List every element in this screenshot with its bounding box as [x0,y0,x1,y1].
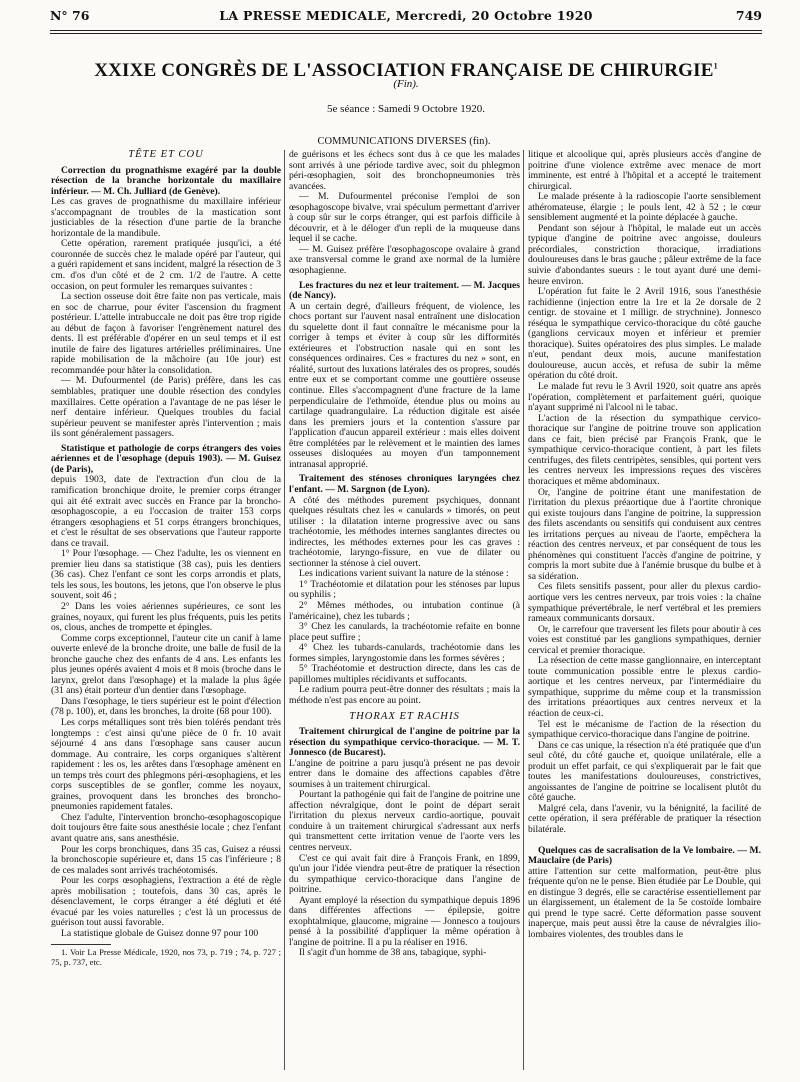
paragraph: A un certain degré, d'ailleurs fréquent, de violence, les chocs portant sur l'auvent nasal entraînent une dislocation du squelette dont il faut connaître le mécanisme pour la corriger à temps et éviter à coup sûr les difformités extérieures et l'obstruction nasale qui en sont les conséquences ordinaires. Ces « fractures du nez » sont, en réalité, surtout des luxations latérales des os propres, soudés entre eux et se comportant comme une gouttière osseuse continue. Elles s'accompagnent d'une fracture de la lame perpendiculaire de l'ethmoïde, étendue plus ou moins au cartilage quadrangulaire. La réduction digitale est aisée dans les premiers jours et la contention s'assure par l'application d'aucun appareil extérieur : mais elles doivent être complétées par le relèvement et le maintien des lames osseuses disloquées au moyen d'un tamponnement intranasal approprié. [289,300,520,470]
article-heading: Statistique et pathologie de corps étrangers des voies aériennes et de l'œsophage (depuis 1903). — M. Guisez (de Paris), [51,442,281,475]
paragraph: Or, le carrefour que traversent les filets pour aboutir à ces voies est constitué par les ganglions sympathiques, dernier cervical et premier thoracique. [528,623,761,656]
paragraph: 2° Mêmes méthodes, ou intubation continue (à l'américaine), chez les tubards ; [289,599,520,622]
paragraph: Pour les corps bronchiques, dans 35 cas, Guisez a réussi la bronchoscopie supérieure et, dans 15 cas l'inférieure ; 8 de ces malades sont arrivés trachéotomisés. [51,843,281,876]
title-footnote-mark: 1 [713,61,718,71]
paragraph: Tel est le mécanisme de l'action de la résection du sympathique cervico-thoracique dans l'angine de poitrine. [528,718,761,741]
paragraph: Ces filets sensitifs passent, pour aller du plexus cardio-aortique vers les centres nerveux, par trois voies : la chaîne sympathique prévertébrale, le nerf vertébral et les premiers rameaux communicants dorsaux. [528,581,761,625]
paragraph: 1° Trachéotomie et dilatation pour les sténoses par lupus ou syphilis ; [289,578,520,601]
footnote-rule [51,944,111,945]
paragraph: Les indications varient suivant la nature de la sténose : [299,568,509,580]
paragraph: Pour les corps œsophagiens, l'extraction a été de règle après mobilisation ; toutefois, dans 30 cas, après le désenclavement, le corps étranger a été dégluti et été évacué par les voies naturelles ; c'est là un processus de guérison tout aussi favorable. [51,875,281,929]
article-heading: Traitement des sténoses chroniques laryngées chez l'enfant. — M. Sargnon (de Lyon). [289,473,520,495]
page-number: 749 [735,8,762,23]
paragraph: — M. Guisez préfère l'œsophagoscope ovalaire à grand axe transversal comme le grand axe normal de la lumière œsophagienne. [289,243,520,277]
paragraph: 5° Trachéotomie et destruction directe, dans les cas de papillomes multiples récidivants et suffocants. [289,663,520,685]
paragraph: depuis 1903, date de l'extraction d'un clou de la ramification bronchique droite, le premier corps étranger qui ait été extrait avec succès en France par la broncho-œsophagoscopie, a eu l'occasion de traiter 153 corps étrangers œsophagiens et 51 corps étrangers bronchiques, et c'est le résultat de ses observations que l'auteur rapporte dans ce travail. [51,474,281,549]
paragraph: 2° Dans les voies aériennes supérieures, ce sont les graines, noyaux, qui furent les plus fréquents, puis les petits os, clous, anches de trompette et épingles. [51,600,281,634]
paragraph: de guérisons et les échecs sont dus à ce que les malades sont arrivés à une période tardive avec, soit du phlegmon péri-œsophagien, soit des bronchopneumonies très avancées. [289,149,520,192]
section-heading-tete-et-cou: TÊTE ET COU [128,149,204,160]
article-heading: Correction du prognathisme exagéré par la double résection de la branche horizontale du maxillaire inférieur. — M. Ch. Julliard (de Genève). [51,164,281,197]
article-heading: Les fractures du nez et leur traitement. — M. Jacques (de Nancy). [289,279,520,302]
paragraph: L'angine de poitrine a paru jusqu'à présent ne pas devoir entrer dans le domaine des affections capables d'être soumises à un traitement chirurgical. [289,757,520,790]
running-title: LA PRESSE MEDICALE, Mercredi, 20 Octobre 1920 [219,8,593,23]
paragraph: C'est ce qui avait fait dire à François Frank, en 1899, qu'un jour l'idée viendra peut-être de pratiquer la résection du sympathique cervico-thoracique dans l'angine de poitrine. [289,852,520,896]
article-title-text: XXIXE CONGRÈS DE L'ASSOCIATION FRANÇAISE DE CHIRURGIE [94,60,714,81]
paragraph: Le radium pourra peut-être donner des résultats ; mais la méthode n'est pas encore au point. [289,684,520,706]
header-rule [50,30,762,31]
article-heading: Quelques cas de sacralisation de la Ve lombaire. — M. Mauclaire (de Paris) [528,844,761,867]
paragraph: Les cas graves de prognathisme du maxillaire inférieur s'accompagnant de troubles de la mastication sont justiciables de la résection d'une partie de la branche horizontale de la mandibule. [51,196,281,239]
article-fin: (Fin). [393,78,419,90]
paragraph: Comme corps exceptionnel, l'auteur cite un canif à lame ouverte enlevé de la bronche droite, une balle de fusil de la bronche gauche chez des enfants de 4 ans. Les enfants les plus jeunes opérés avaient 4 mois et 8 mois (broche dans le larynx, grelot dans l'œsophage) et la malade la plus âgée (31 ans) était porteur d'un dentier dans l'œsophage. [51,632,281,697]
paragraph: Ayant employé la résection du sympathique depuis 1896 dans différentes affections — épilepsie, goitre exophtalmique, glaucome, migraine — Jonnesco a toujours pensé à la possibilité d'appliquer la même opération à l'angine de poitrine. Il a pu la réaliser en 1916. [289,894,520,948]
seance-line: 5e séance : Samedi 9 Octobre 1920. [327,103,485,115]
column-2 [289,150,520,959]
page-header [50,8,762,26]
paragraph: litique et alcoolique qui, après plusieurs accès d'angine de poitrine d'une violence extrême avec menace de mort imminente, est entré à l'hôpital et a accepté le traitement chirurgical. [528,149,761,192]
paragraph: A côté des méthodes purement psychiques, donnant quelques résultats chez les « canulards » timorés, on peut utiliser : la dilatation interne progressive avec ou sans trachéotomie, les méthodes internes sanglantes directes ou indirectes, les méthodes externes pour les cas graves : trachéotomie, laryngo-fissure, en vue de dilater ou sectionner la sténose à ciel ouvert. [289,494,520,569]
issue-number: N° 76 [50,8,90,23]
paragraph: — M. Dufourmentel préconise l'emploi de son œsophagoscope bivalve, vrai spéculum permettant d'arriver à coup sûr sur le corps étranger, qui est parfois difficile à découvrir, et à le déloger d'un repli de la muqueuse dans lequel il se cache. [289,191,520,245]
paragraph: 1° Pour l'œsophage. — Chez l'adulte, les os viennent en premier lieu dans sa statistique (38 cas), puis les dentiers (36 cas). Chez l'enfant ce sont les corps arrondis et plats, tels les sous, les boutons, les jetons, que l'on observe le plus souvent, soit 46 ; [51,548,281,602]
header-rule-double [50,33,762,34]
paragraph: Dans ce cas unique, la résection n'a été pratiquée que d'un seul côté, du côté gauche et, quoique unilatérale, elle a produit un effet parfait, ce qui s'expliquerait par le fait que toutes les manifestations douloureuses, constrictives, angoissantes de l'angine de poitrine se localisent plutôt du côté gauche. [528,739,761,804]
paragraph: Le malade fut revu le 3 Avril 1920, soit quatre ans après l'opération, complètement et parfaitement guéri, quoique n'ayant supprimé ni l'alcool ni le tabac. [528,381,761,414]
column-1 [51,150,281,968]
paragraph: — M. Dufourmentel (de Paris) préfère, dans les cas semblables, pratiquer une double résection des condyles maxillaires. Cette opération a l'avantage de ne pas léser le nerf dentaire inférieur. Quelques troubles du facial supérieur peuvent se manifester après l'intervention ; mais ils sont généralement passagers. [51,375,281,440]
paragraph: Chez l'adulte, l'intervention broncho-œsophagoscopique doit toujours être faite sous anesthésie locale ; chez l'enfant avant quatre ans, sans anesthésie. [51,811,281,844]
paragraph: L'action de la résection du sympathique cervico-thoracique sur l'angine de poitrine trouve son application dans ce fait, bien précisé par François Frank, que le sympathique cervico-thoracique contient, à part les filets centrifuges, des filets centripètes, sensibles, qui portent vers les centres nerveux les impressions reçues des viscères thoraciques et même abdominaux. [528,412,761,487]
paragraph: Il s'agit d'un homme de 38 ans, tabagique, syphi- [299,947,487,959]
paragraph: 4° Chez les tubards-canulards, trachéotomie dans les formes simples, laryngostomie dans les formes sévères ; [289,642,520,664]
column-3 [528,150,761,940]
column-divider [284,150,285,1070]
paragraph: Les corps métalliques sont très bien tolérés pendant très longtemps : c'est ainsi qu'une pièce de 0 fr. 10 avait séjourné 4 ans dans l'œsophage sans causer aucun dommage. Au contraire, les corps organiques s'altèrent rapidement : les os, les arêtes dans l'œsophage amènent en un temps très court des phlegmons péri-œsophagiens, et les corps susceptibles de se gonfler, comme les noyaux, graines, provoquent dans les bronches des broncho-pneumonies rapidement fatales. [51,716,281,813]
column-divider [523,150,524,1070]
paragraph: Le malade présente à la radioscopie l'aorte sensiblement athéromateuse, élargie ; le pouls lent, 42 à 52 ; le cœur sensiblement augmenté et la pointe déplacée à gauche. [528,191,761,224]
paragraph: Or, l'angine de poitrine étant une manifestation de l'irritation du plexus préaortique due à l'aortite chronique qui existe toujours dans l'angine de poitrine, la suppression des filets ascendants ou sensitifs qui conduisent aux centres les irritations perçues au niveau de l'aorte, empêchera la réaction des centres nerveux, et par conséquent de tous les phénomènes qui constituent l'accès d'angine de poitrine, y compris la mort subite due à l'anémie brusque du bulbe et à sa sidération. [528,486,761,582]
article-heading: Traitement chirurgical de l'angine de poitrine par la résection du sympathique cervico-thoracique. — M. T. Jonnesco (de Bucarest). [289,725,520,759]
paragraph: La résection de cette masse ganglionnaire, en interceptant toute communication possible entre le plexus cardio-aortique et les centres nerveux, par l'intermédiaire du sympathique, supprime du même coup et la transmission des irritations préaortiques aux centres nerveux et la réaction de ceux-ci. [528,655,761,719]
paragraph: Dans l'œsophage, le tiers supérieur est le point d'élection (78 p. 100), et, dans les bronches, la droite (68 pour 100). [51,695,281,718]
paragraph: La statistique globale de Guisez donne 97 pour 100 [61,927,259,939]
paragraph: La section osseuse doit être faite non pas verticale, mais en soc de charrue, pour éviter l'ascension du fragment postérieur. L'attelle intrabuccale ne doit pas être trop rigide au début de façon à favoriser l'engrènement naturel des dents. Il est préférable d'opérer en un seul temps et il est inutile de faire des ligatures artérielles préliminaires. Une rapide mobilisation de la mâchoire (au 10e jour) est recommandée pour hâter la consolidation. [51,291,281,376]
paragraph: Malgré cela, dans l'avenir, vu la bénignité, la facilité de cette opération, il sera préférable de pratiquer la résection bilatérale. [528,802,761,835]
paragraph: Pourtant la pathogénie qui fait de l'angine de poitrine une affection névralgique, dont le point de départ serait l'irritation du plexus nerveux cardio-aortique, pouvait conduire à un traitement chirurgical s'adressant aux nerfs qui transmettent cette irritation venue de l'aorte vers les centres nerveux. [289,789,520,853]
paragraph: Pendant son séjour à l'hôpital, le malade eut un accès typique d'angine de poitrine avec angoisse, douleurs précordiales, constriction thoracique, irradiations douloureuses dans le bras gauche ; pâleur extrême de la face suivie d'abondantes sueurs : le tout ayant duré une demi-heure environ. [528,222,761,287]
section-title: COMMUNICATIONS DIVERSES (fin). [317,136,491,147]
paragraph: 3° Chez les canulards, la trachéotomie refaite en bonne place peut suffire ; [289,621,520,643]
paragraph: attire l'attention sur cette malformation, peut-être plus fréquente qu'on ne le pense. Bien étudiée par Le Double, qui en distingue 3 degrés, elle se caractérise essentiellement par un élargissement, un étalement de la 5e costoïde lombaire qui prend le type sacré. Cette déformation passe souvent inaperçue, mais peut aussi être la cause de névralgies ilio-lombaires violentes, des troubles dans le [528,865,761,940]
paragraph: L'opération fut faite le 2 Avril 1916, sous l'anesthésie rachidienne (injection entre la 1re et la 2e dorsale de 2 centigr. de stovaine et 1 milligr. de strychnine). Jonnesco réséqua le sympathique cervico-thoracique du côté gauche (ganglions cervicaux moyen et inférieur et premier thoracique). Suites opératoires des plus simples. Le malade n'eut, pendant deux mois, aucune manifestation douloureuse, aucun accès, et refusa de subir la même opération du côté droit. [528,286,761,382]
footnote: 1. Voir La Presse Médicale, 1920, nos 73, p. 719 ; 74, p. 727 ; 75, p. 737, etc. [51,947,281,968]
paragraph: Cette opération, rarement pratiquée jusqu'ici, a été couronnée de succès chez le malade opéré par l'auteur, qui a guéri rapidement et sans incident, malgré la résection de 3 cm. d'os d'un côté et de 2 cm. 1/2 de l'autre. A cette occasion, on peut formuler les remarques suivantes : [51,238,281,292]
section-heading-thorax: THORAX ET RACHIS [349,711,460,723]
